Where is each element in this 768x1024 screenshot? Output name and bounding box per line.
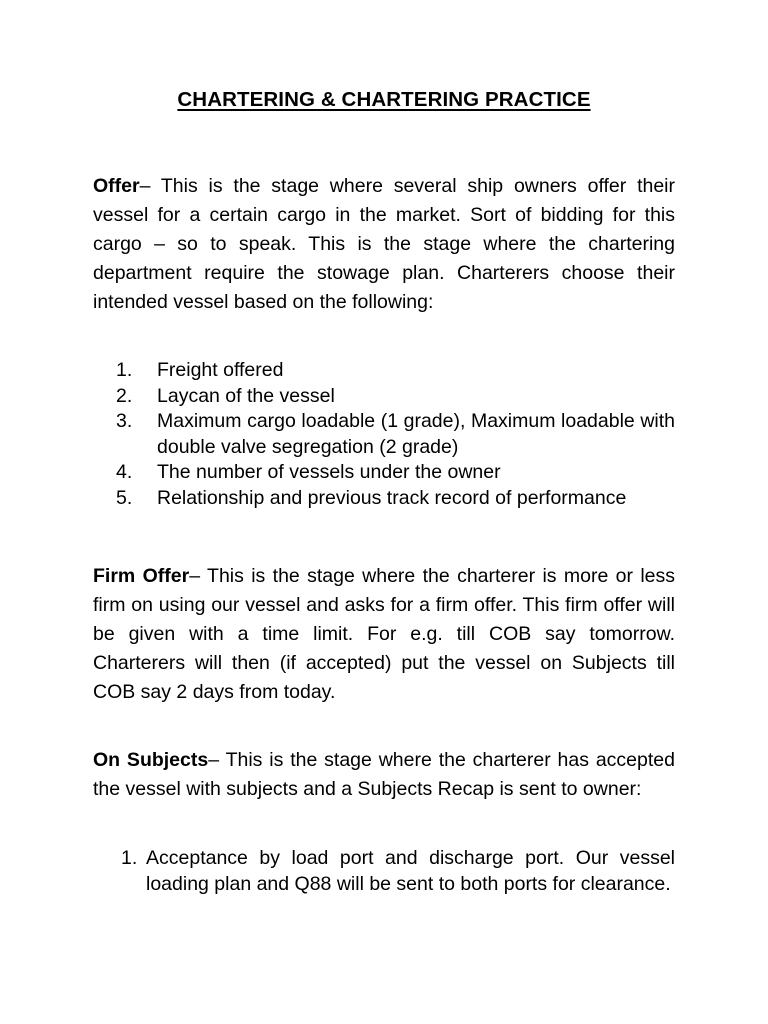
- list-number: 1.: [116, 359, 133, 381]
- firm-offer-term: Firm Offer: [93, 565, 190, 587]
- offer-term: Offer: [93, 175, 140, 197]
- document-page: [93, 0, 675, 1024]
- list-item: [93, 846, 675, 897]
- list-item-text: Maximum cargo loadable (1 grade), Maximum loadable with double valve segregation (2 grade): [157, 410, 675, 458]
- on-subjects-term: On Subjects: [93, 749, 209, 771]
- list-number: 5.: [116, 486, 133, 509]
- list-item-text: Relationship and previous track record of performance: [157, 486, 627, 509]
- list-item-text: Laycan of the vessel: [157, 384, 335, 407]
- offer-paragraph: [93, 172, 675, 317]
- subjects-list: [93, 846, 675, 897]
- list-item: [93, 460, 675, 486]
- list-number: 2.: [116, 384, 133, 407]
- list-item: [93, 409, 675, 460]
- on-subjects-paragraph: [93, 746, 675, 804]
- list-item: [93, 486, 675, 512]
- list-item-text: The number of vessels under the owner: [157, 461, 501, 483]
- list-number: 1.: [121, 847, 138, 869]
- offer-text: – This is the stage where several ship owners offer their vessel for a certain cargo in the market. Sort of bidding for this cargo – so to speak. This is the stage where the chartering department require the stowage plan. Charterers choose their intended vessel based on the following:: [93, 175, 675, 313]
- list-number: 4.: [116, 461, 133, 483]
- offer-criteria-list: [93, 358, 675, 511]
- list-item: [93, 358, 675, 384]
- document-title: CHARTERING & CHARTERING PRACTICE: [177, 88, 591, 111]
- list-item: [93, 384, 675, 410]
- on-subjects-text: – This is the stage where the charterer has accepted the vessel with subjects and a Subjects Recap is sent to owner:: [93, 749, 675, 800]
- list-item-text: Freight offered: [157, 359, 284, 381]
- list-item-text: Acceptance by load port and discharge port. Our vessel loading plan and Q88 will be sent to both ports for clearance.: [146, 847, 675, 895]
- list-number: 3.: [116, 410, 133, 432]
- firm-offer-paragraph: [93, 562, 675, 707]
- firm-offer-text: – This is the stage where the charterer is more or less firm on using our vessel and asks for a firm offer. This firm offer will be given with a time limit. For e.g. till COB say tomorrow. Charterers will then (if accepted) put the vessel on Subjects till COB say 2 days from today.: [93, 565, 676, 703]
